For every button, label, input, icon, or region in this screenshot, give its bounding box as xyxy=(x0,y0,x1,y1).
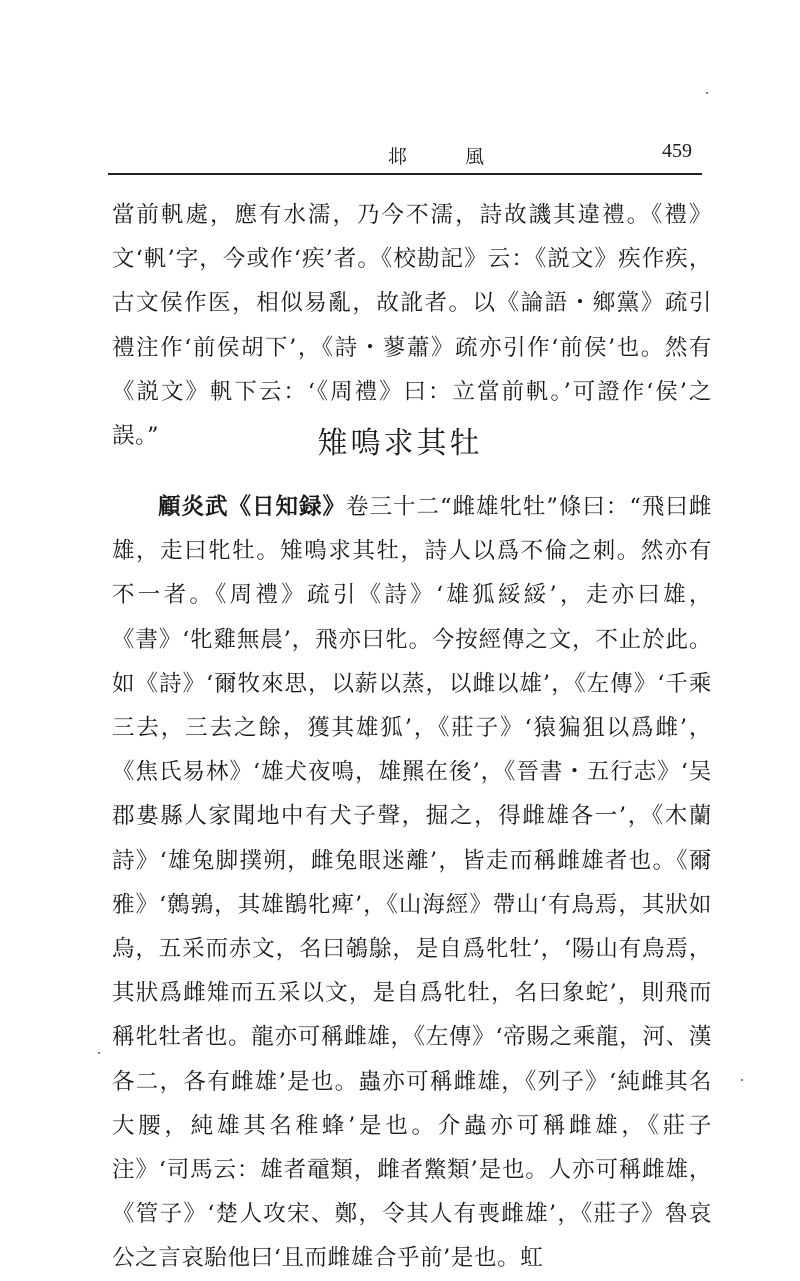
section-title: 雉鳴求其牡 xyxy=(317,426,483,461)
scan-speck xyxy=(98,1052,100,1054)
page-header xyxy=(108,138,700,172)
paragraph-continued: 當前軓處，應有水濡，乃今不濡，詩故譏其違禮。《禮》文‘軓’字，今或作‘疾’者。《校勘記》云：《説文》疾作疾，古文侯作医，相似易亂，故訛者。以《論語・鄉黨》疏引禮注作‘前侯胡下’，《詩・蓼蕭》疏亦引作‘前侯’也。然有《説文》軓下云：‘《周禮》曰：立當前軓。’可證作‘侯’之誤。” xyxy=(112,202,712,450)
page-number: 459 xyxy=(662,140,692,162)
scan-speck xyxy=(741,1079,743,1081)
header-rule xyxy=(108,173,702,175)
paragraph-lead-citation: 顧炎武《日知録》 xyxy=(158,494,346,520)
paragraph-body: 卷三十二“雌雄牝牡”條曰：“飛曰雌雄，走曰牝牡。雉鳴求其牡，詩人以爲不倫之刺。然亦有不一者。《周禮》疏引《詩》‘雄狐綏綏’，走亦曰雄，《書》‘牝雞無晨’，飛亦曰牝。今按經傳之文，不止於此。如《詩》‘爾牧來思，以薪以蒸，以雌以雄’，《左傳》‘千乘三去，三去之餘，獲其雄狐’，《莊子》‘猿猵狙以爲雌’，《焦氏易林》‘雄犬夜鳴，雄羆在後’，《晉書・五行志》‘吴郡婁縣人家聞地中有犬子聲，掘之，得雌雄各一’，《木蘭詩》‘雄兔脚撲朔，雌兔眼迷離’，皆走而稱雌雄者也。《爾雅》‘鷯鶉，其雄鶛牝痺’，《山海經》帶山‘有鳥焉，其狀如烏，五采而赤文，名曰鵸鵌，是自爲牝牡’，‘陽山有鳥焉，其狀爲雌雉而五采以文，是自爲牝牡，名曰象蛇’，則飛而稱牝牡者也。龍亦可稱雌雄，《左傳》‘帝賜之乘龍，河、漢各二，各有雌雄’是也。蟲亦可稱雌雄，《列子》‘純雌其名大腰，純雄其名稚蜂’是也。介蟲亦可稱雌雄，《莊子注》‘司馬云：雄者黿類，雌者鱉類’是也。人亦可稱雌雄，《管子》‘楚人攻宋、鄭，令其人有喪雌雄’，《莊子》魯哀公之言哀駘他曰‘且而雌雄合乎前’是也。虹 xyxy=(112,494,712,1272)
scan-speck xyxy=(706,92,708,94)
running-head: 邶 風 xyxy=(388,146,511,168)
paragraph-main xyxy=(112,485,712,1281)
